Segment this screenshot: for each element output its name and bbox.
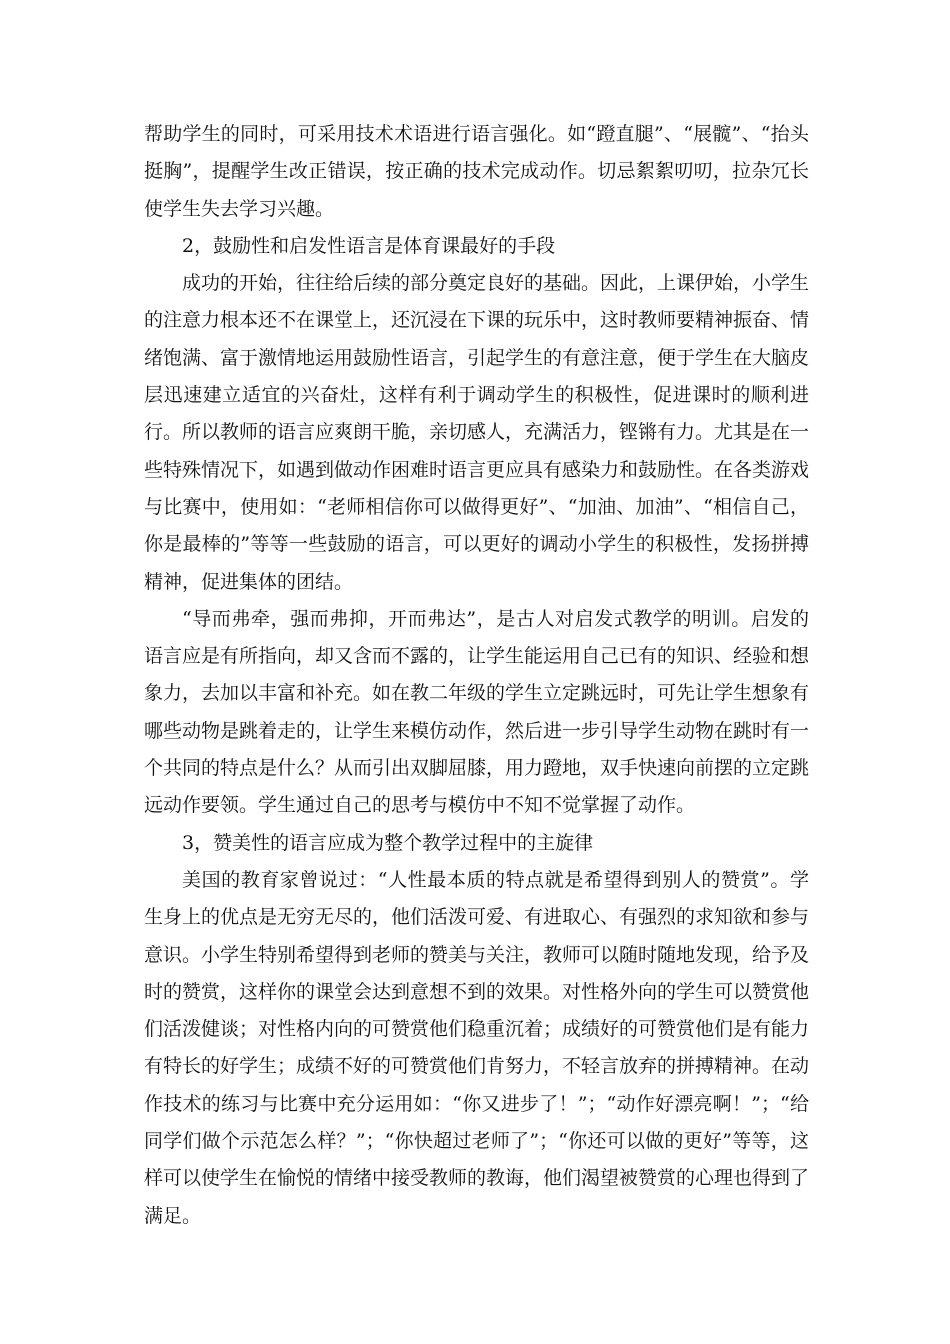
paragraph-praise-language: 美国的教育家曾说过：“人性最本质的特点就是希望得到别人的赞赏”。学生身上的优点是无穷无尽的，他们活泼可爱、有进取心、有强烈的求知欲和参与意识。小学生特别希望得到老师的赞美与关注，教师可以随时随地发现，给予及时的赞赏，这样你的课堂会达到意想不到的效果。对性格外向的学生可以赞赏他们活泼健谈；对性格内向的可赞赏他们稳重沉着；成绩好的可赞赏他们是有能力有特长的好学生；成绩不好的可赞赏他们肯努力，不轻言放弃的拼搏精神。在动作技术的练习与比赛中充分运用如：“你又进步了！”；“动作好漂亮啊！”；“给同学们做个示范怎么样？”；“你快超过老师了”；“你还可以做的更好”等等，这样可以使学生在愉悦的情绪中接受教师的教诲，他们渴望被赞赏的心理也得到了满足。 [144, 868, 810, 1227]
paragraph-heuristic-language: “导而弗牵，强而弗抑，开而弗达”，是古人对启发式教学的明训。启发的语言应是有所指向，却又含而不露的，让学生能运用自己已有的知识、经验和想象力，去加以丰富和补充。如在教二年级的学生立定跳远时，可先让学生想象有哪些动物是跳着走的，让学生来模仿动作，然后进一步引导学生动物在跳时有一个共同的特点是什么？从而引出双脚屈膝，用力蹬地，双手快速向前摆的立定跳远动作要领。学生通过自己的思考与模仿中不知不觉掌握了动作。 [144, 607, 810, 817]
section-heading-2: 2，鼓励性和启发性语言是体育课最好的手段 [182, 234, 556, 257]
section-heading-3: 3，赞美性的语言应成为整个教学过程中的主旋律 [182, 831, 594, 854]
document-body [144, 116, 809, 1235]
paragraph-continued: 帮助学生的同时，可采用技术术语进行语言强化。如“蹬直腿”、“展髋”、“抬头挺胸”，提醒学生改正错误，按正确的技术完成动作。切忌絮絮叨叨，拉杂冗长使学生失去学习兴趣。 [144, 123, 809, 220]
paragraph-encouraging-language: 成功的开始，往往给后续的部分奠定良好的基础。因此，上课伊始，小学生的注意力根本还不在课堂上，还沉浸在下课的玩乐中，这时教师要精神振奋、情绪饱满、富于激情地运用鼓励性语言，引起学生的有意注意，便于学生在大脑皮层迅速建立适宜的兴奋灶，这样有利于调动学生的积极性，促进课时的顺利进行。所以教师的语言应爽朗干脆，亲切感人，充满活力，铿锵有力。尤其是在一些特殊情况下，如遇到做动作困难时语言更应具有感染力和鼓励性。在各类游戏与比赛中，使用如：“老师相信你可以做得更好”、“加油、加油”、“相信自己，你是最棒的”等等一些鼓励的语言，可以更好的调动小学生的积极性，发扬拼搏精神，促进集体的团结。 [144, 272, 810, 593]
